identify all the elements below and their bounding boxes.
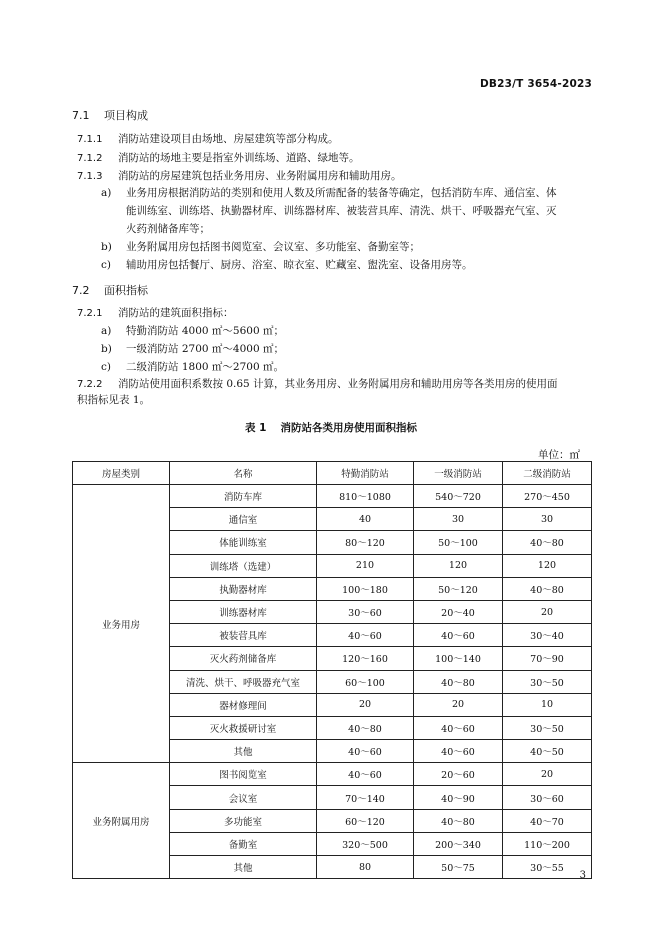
first-class-cell: 50～100 — [414, 531, 503, 554]
list-item-a — [101, 322, 284, 340]
room-name-cell: 通信室 — [170, 508, 317, 531]
second-class-cell: 20 — [503, 763, 592, 786]
room-name-cell: 清洗、烘干、呼吸器充气室 — [170, 670, 317, 693]
section-number: 7.1 — [72, 109, 90, 122]
list-item-line: 业务用房根据消防站的类别和使用人数及所需配备的装备等确定，包括消防车库、通信室、体 — [126, 187, 557, 199]
second-class-cell: 40～70 — [503, 809, 592, 832]
category-cell: 业务用房 — [73, 485, 170, 763]
table-row — [73, 763, 592, 786]
list-marker: b) — [101, 343, 112, 355]
room-name-cell: 执勤器材库 — [170, 577, 317, 600]
clause-7-2-2 — [77, 376, 558, 393]
second-class-cell: 10 — [503, 693, 592, 716]
second-class-cell: 110～200 — [503, 832, 592, 855]
list-item-line: 业务附属用房包括图书阅览室、会议室、多功能室、备勤室等； — [126, 241, 420, 253]
table-caption-text: 消防站各类用房使用面积指标 — [280, 422, 417, 434]
clause-text: 消防站建设项目由场地、房屋建筑等部分构成。 — [118, 133, 339, 145]
special-station-cell: 40～60 — [317, 763, 414, 786]
list-item-text: 二级消防站 1800 ㎡～2700 ㎡。 — [126, 361, 284, 373]
special-station-cell: 40～60 — [317, 740, 414, 763]
second-class-cell: 20 — [503, 600, 592, 623]
table-body — [73, 485, 592, 879]
special-station-cell: 80～120 — [317, 531, 414, 554]
first-class-cell: 120 — [414, 554, 503, 577]
special-station-cell: 70～140 — [317, 786, 414, 809]
clause-7-1-3 — [77, 168, 402, 185]
clause-text: 消防站的场地主要是指室外训练场、道路、绿地等。 — [118, 152, 360, 164]
second-class-cell: 40～80 — [503, 577, 592, 600]
list-item-b — [101, 238, 420, 256]
first-class-cell: 40～80 — [414, 670, 503, 693]
room-name-cell: 多功能室 — [170, 809, 317, 832]
standard-code: DB23/T 3654-2023 — [480, 78, 592, 90]
first-class-cell: 30 — [414, 508, 503, 531]
second-class-cell: 40～80 — [503, 531, 592, 554]
header-second-class-station: 二级消防站 — [503, 462, 592, 485]
second-class-cell: 30 — [503, 508, 592, 531]
special-station-cell: 60～100 — [317, 670, 414, 693]
second-class-cell: 30～50 — [503, 670, 592, 693]
section-title: 面积指标 — [104, 284, 148, 297]
list-item-c — [101, 358, 284, 376]
category-cell: 业务附属用房 — [73, 763, 170, 879]
section-title: 项目构成 — [104, 109, 148, 122]
second-class-cell: 30～40 — [503, 624, 592, 647]
clause-text: 消防站的建筑面积指标： — [118, 307, 234, 319]
second-class-cell: 270～450 — [503, 485, 592, 508]
list-item-a-cont: 能训练室、训练塔、执勤器材库、训练器材库、被装营具库、清洗、烘干、呼吸器充气室、灭 — [126, 205, 557, 217]
room-name-cell: 被装营具库 — [170, 624, 317, 647]
first-class-cell: 50～75 — [414, 856, 503, 879]
clause-text: 消防站的房屋建筑包括业务用房、业务附属用房和辅助用房。 — [118, 170, 402, 182]
first-class-cell: 40～90 — [414, 786, 503, 809]
section-heading-7-1 — [72, 107, 148, 123]
list-marker: c) — [101, 259, 111, 271]
second-class-cell: 40～50 — [503, 740, 592, 763]
first-class-cell: 20～40 — [414, 600, 503, 623]
list-marker: c) — [101, 361, 111, 373]
section-heading-7-2 — [72, 282, 148, 298]
second-class-cell: 70～90 — [503, 647, 592, 670]
room-name-cell: 备勤室 — [170, 832, 317, 855]
section-number: 7.2 — [72, 284, 90, 297]
list-item-c — [101, 256, 473, 274]
table-caption-number: 表 1 — [245, 422, 267, 434]
clause-text: 消防站使用面积系数按 0.65 计算，其业务用房、业务附属用房和辅助用房等各类用房的使用面 — [118, 378, 558, 390]
special-station-cell: 210 — [317, 554, 414, 577]
table-header-row — [73, 462, 592, 485]
first-class-cell: 20 — [414, 693, 503, 716]
special-station-cell: 30～60 — [317, 600, 414, 623]
room-name-cell: 训练器材库 — [170, 600, 317, 623]
area-index-table — [72, 461, 592, 879]
first-class-cell: 40～60 — [414, 624, 503, 647]
table-caption — [0, 420, 662, 435]
first-class-cell: 20～60 — [414, 763, 503, 786]
clause-7-2-1 — [77, 305, 234, 322]
clause-number: 7.2.2 — [77, 379, 103, 390]
list-item-text: 一级消防站 2700 ㎡～4000 ㎡； — [126, 343, 284, 355]
room-name-cell: 消防车库 — [170, 485, 317, 508]
room-name-cell: 灭火救援研讨室 — [170, 716, 317, 739]
second-class-cell: 30～60 — [503, 786, 592, 809]
room-name-cell: 灭火药剂储备库 — [170, 647, 317, 670]
header-category: 房屋类别 — [73, 462, 170, 485]
room-name-cell: 会议室 — [170, 786, 317, 809]
table-row — [73, 485, 592, 508]
clause-7-1-1 — [77, 131, 339, 148]
list-item-a — [101, 184, 557, 202]
special-station-cell: 20 — [317, 693, 414, 716]
room-name-cell: 其他 — [170, 856, 317, 879]
special-station-cell: 320～500 — [317, 832, 414, 855]
list-marker: a) — [101, 325, 112, 337]
table-unit: 单位：㎡ — [538, 449, 580, 461]
second-class-cell: 30～55 — [503, 856, 592, 879]
list-item-a-cont: 火药剂储备库等； — [126, 223, 210, 235]
first-class-cell: 100～140 — [414, 647, 503, 670]
page-number: 3 — [579, 870, 586, 881]
special-station-cell: 40～60 — [317, 624, 414, 647]
special-station-cell: 810～1080 — [317, 485, 414, 508]
special-station-cell: 120～160 — [317, 647, 414, 670]
list-item-line: 辅助用房包括餐厅、厨房、浴室、晾衣室、贮藏室、盥洗室、设备用房等。 — [126, 259, 473, 271]
clause-number: 7.1.2 — [77, 153, 103, 164]
first-class-cell: 40～60 — [414, 716, 503, 739]
first-class-cell: 200～340 — [414, 832, 503, 855]
room-name-cell: 其他 — [170, 740, 317, 763]
second-class-cell: 30～50 — [503, 716, 592, 739]
header-special-station: 特勤消防站 — [317, 462, 414, 485]
special-station-cell: 40 — [317, 508, 414, 531]
list-item-b — [101, 340, 284, 358]
first-class-cell: 50～120 — [414, 577, 503, 600]
list-marker: b) — [101, 241, 112, 253]
clause-number: 7.2.1 — [77, 308, 103, 319]
special-station-cell: 100～180 — [317, 577, 414, 600]
list-marker: a) — [101, 187, 112, 199]
clause-number: 7.1.1 — [77, 134, 103, 145]
header-name: 名称 — [170, 462, 317, 485]
special-station-cell: 60～120 — [317, 809, 414, 832]
first-class-cell: 40～60 — [414, 740, 503, 763]
header-first-class-station: 一级消防站 — [414, 462, 503, 485]
second-class-cell: 120 — [503, 554, 592, 577]
room-name-cell: 训练塔（选建） — [170, 554, 317, 577]
clause-7-2-2-cont: 积指标见表 1。 — [77, 394, 151, 406]
clause-number: 7.1.3 — [77, 171, 103, 182]
special-station-cell: 80 — [317, 856, 414, 879]
room-name-cell: 体能训练室 — [170, 531, 317, 554]
room-name-cell: 图书阅览室 — [170, 763, 317, 786]
first-class-cell: 540～720 — [414, 485, 503, 508]
room-name-cell: 器材修理间 — [170, 693, 317, 716]
special-station-cell: 40～80 — [317, 716, 414, 739]
clause-7-1-2 — [77, 150, 360, 167]
list-item-text: 特勤消防站 4000 ㎡～5600 ㎡； — [126, 325, 284, 337]
first-class-cell: 40～80 — [414, 809, 503, 832]
